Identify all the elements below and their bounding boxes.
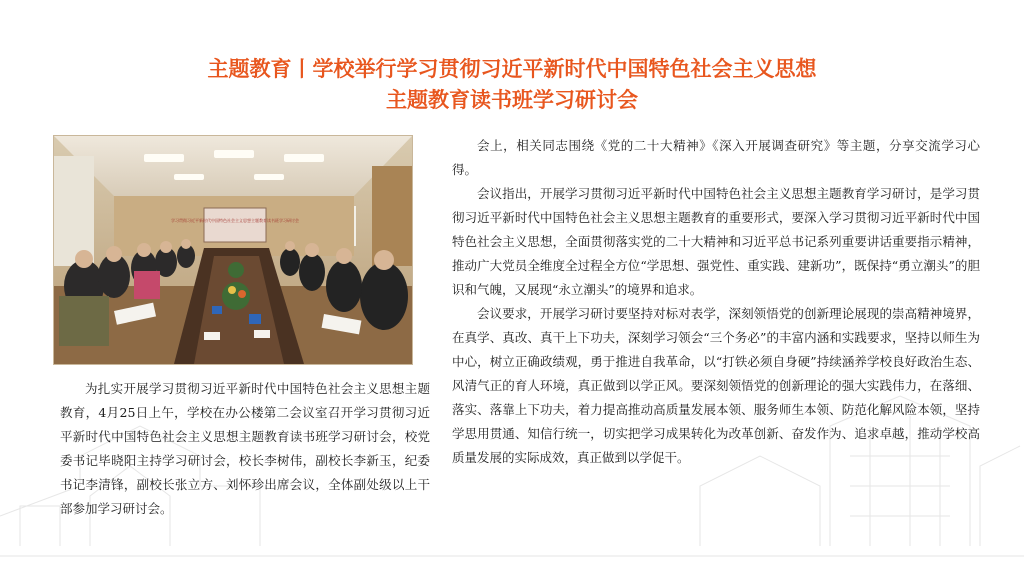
paragraph-sharing: 会上，相关同志围绕《党的二十大精神》《深入开展调查研究》等主题，分享交流学习心得。 [452, 138, 980, 177]
projection-screen-text: 学习贯彻习近平新时代中国特色社会主义思想主题教育读书班学习研讨会 [171, 218, 299, 223]
paragraph-meeting-points: 会议指出，开展学习贯彻习近平新时代中国特色社会主义思想主题教育学习研讨，是学习贯彻习近平新时代中国特色社会主义思想主题教育的重要形式，要深入学习贯彻习近平新时代中国特色社会主义思想，全面贯彻落实党的二十大精神和习近平总书记系列重要讲话重要指示精神，推动广大党员全维度全过程全方位“学思想、强党性、重实践、建新功”，既保持“勇立潮头”的胆识和气魄，又展现“永立潮头”的境界和追求。 [452, 186, 980, 297]
left-text-column [60, 377, 430, 521]
meeting-photo [53, 135, 413, 365]
paragraph-meeting-requirements: 会议要求，开展学习研讨要坚持对标对表学，深刻领悟党的创新理论展现的崇高精神境界，在真学、真改、真干上下功夫，深刻学习领会“三个务必”的丰富内涵和实践要求，坚持以师生为中心，树立正确政绩观，勇于推进自我革命，以“打铁必须自身硬”持续涵养学校良好政治生态、风清气正的育人环境，真正做到以学正风。要深刻领悟党的创新理论的强大实践伟力，在落细、落实、落靠上下功夫，着力提高推动高质量发展本领、服务师生本领、防范化解风险本领，坚持学思用贯通、知信行统一，切实把学习成果转化为改革创新、奋发作为、追求卓越，推动学校高质量发展的实际成效，真正做到以学促干。 [452, 306, 980, 465]
title-line-2: 主题教育读书班学习研讨会 [386, 88, 638, 112]
article-title [0, 54, 1024, 116]
right-text-column [452, 134, 980, 470]
intro-paragraph: 为扎实开展学习贯彻习近平新时代中国特色社会主义思想主题教育，4月25日上午，学校在办公楼第二会议室召开学习贯彻习近平新时代中国特色社会主义思想主题教育读书班学习研讨会，校党委书记毕晓阳主持学习研讨会，校长李树伟，副校长李新玉，纪委书记李清锋，副校长张立方、刘怀珍出席会议，全体副处级以上干部参加学习研讨会。 [60, 381, 430, 516]
title-line-1: 主题教育丨学校举行学习贯彻习近平新时代中国特色社会主义思想 [207, 57, 817, 81]
